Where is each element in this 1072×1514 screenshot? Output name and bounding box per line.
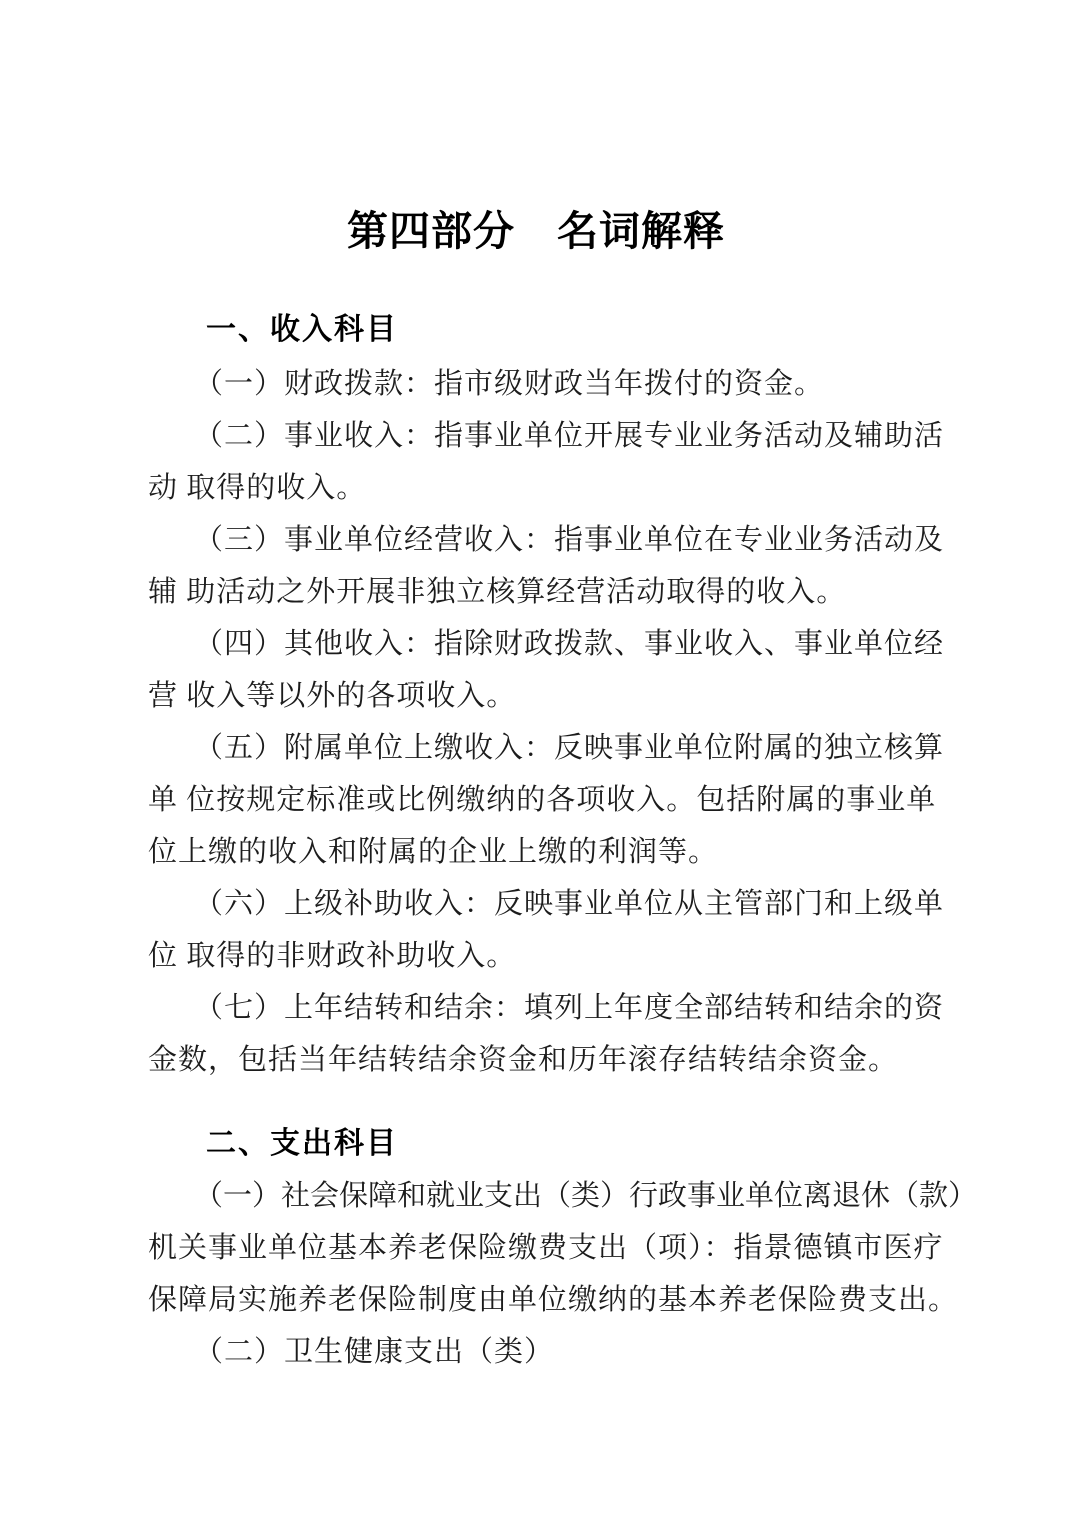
section-income bbox=[148, 358, 945, 1086]
text-line: 营 收入等以外的各项收入。 bbox=[148, 680, 517, 712]
text-line: 位 取得的非财政补助收入。 bbox=[148, 940, 517, 972]
text-line: 单 位按规定标准或比例缴纳的各项收入。包括附属的事业单 bbox=[148, 784, 937, 816]
text-line: （一）财政拨款：指市级财政当年拨付的资金。 bbox=[194, 368, 825, 400]
paragraph bbox=[148, 514, 945, 618]
section-heading-income: 一、收入科目 bbox=[206, 313, 398, 346]
text-line: （四）其他收入：指除财政拨款、事业收入、事业单位经 bbox=[194, 628, 945, 660]
paragraph bbox=[148, 1326, 942, 1378]
text-line: （一）社会保障和就业支出（类）行政事业单位离退休（款） bbox=[194, 1180, 978, 1212]
text-line: 金数，包括当年结转结余资金和历年滚存结转结余资金。 bbox=[148, 1044, 899, 1076]
paragraph bbox=[148, 982, 945, 1086]
text-line: 机关事业单位基本养老保险缴费支出（项）：指景德镇市医疗 bbox=[148, 1232, 944, 1264]
paragraph bbox=[148, 1170, 978, 1326]
text-line: （二）事业收入：指事业单位开展专业业务活动及辅助活 bbox=[194, 420, 945, 452]
text-line: （五）附属单位上缴收入：反映事业单位附属的独立核算 bbox=[194, 732, 945, 764]
paragraph bbox=[148, 618, 945, 722]
section-expense bbox=[148, 1170, 978, 1378]
text-line: （二）卫生健康支出（类） bbox=[194, 1336, 555, 1368]
document-body bbox=[0, 314, 1072, 1378]
text-line: （三）事业单位经营收入：指事业单位在专业业务活动及 bbox=[194, 524, 945, 556]
text-line: 位上缴的收入和附属的企业上缴的利润等。 bbox=[148, 836, 719, 868]
text-line: 动 取得的收入。 bbox=[148, 472, 367, 504]
paragraph bbox=[148, 358, 942, 410]
paragraph bbox=[148, 722, 945, 878]
text-line: 保障局实施养老保险制度由单位缴纳的基本养老保险费支出。 bbox=[148, 1284, 959, 1316]
paragraph bbox=[148, 410, 945, 514]
section-heading-expense: 二、支出科目 bbox=[206, 1127, 398, 1160]
paragraph bbox=[148, 878, 945, 982]
text-line: （六）上级补助收入：反映事业单位从主管部门和上级单 bbox=[194, 888, 945, 920]
document-title: 第四部分 名词解释 bbox=[347, 208, 725, 254]
text-line: （七）上年结转和结余：填列上年度全部结转和结余的资 bbox=[194, 992, 945, 1024]
text-line: 辅 助活动之外开展非独立核算经营活动取得的收入。 bbox=[148, 576, 847, 608]
